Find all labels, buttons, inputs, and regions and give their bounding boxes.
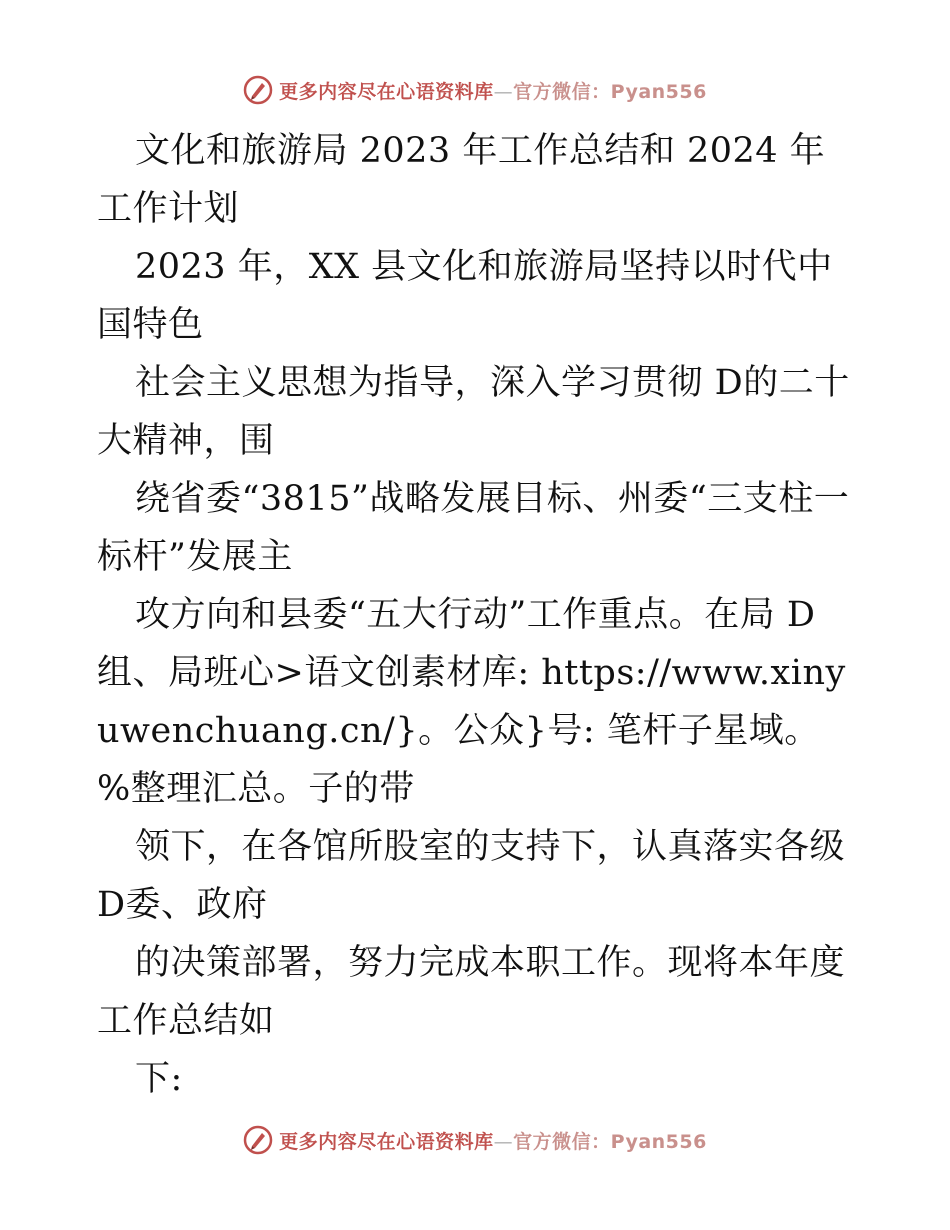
paragraph: 社会主义思想为指导，深入学习贯彻 D的二十大精神，围 <box>97 363 850 461</box>
paragraph: 领下，在各馆所股室的支持下，认真落实各级 D委、政府 <box>97 827 846 925</box>
document-title: 文化和旅游局 2023 年工作总结和 2024 年工作计划 <box>97 131 826 229</box>
paragraph: 下: <box>135 1059 183 1099</box>
banner-main-text: 更多内容尽在心语资料库 <box>279 1130 494 1153</box>
paragraph: 的决策部署，努力完成本职工作。现将本年度工作总结如 <box>97 943 846 1041</box>
pen-logo-icon <box>243 75 273 105</box>
document-body <box>97 122 853 1108</box>
banner-separator: — <box>493 1130 514 1153</box>
header-banner <box>0 70 950 110</box>
banner-separator: — <box>493 80 514 103</box>
banner-text <box>279 77 707 104</box>
banner-sub-text: 官方微信：Pyan556 <box>513 80 707 103</box>
banner-main-text: 更多内容尽在心语资料库 <box>279 80 494 103</box>
banner-sub-text: 官方微信：Pyan556 <box>513 1130 707 1153</box>
pen-logo-icon <box>243 1125 273 1155</box>
footer-banner <box>0 1120 950 1160</box>
paragraph: 绕省委“3815”战略发展目标、州委“三支柱一标杆”发展主 <box>97 479 850 577</box>
banner-text <box>279 1127 707 1154</box>
paragraph: 攻方向和县委“五大行动”工作重点。在局 D组、局班心>语文创素材库: https://www.xinyuwenchuang.cn/}。公众}号: 笔杆子星域。%整理汇总。子的带 <box>97 595 846 809</box>
paragraph: 2023 年，XX 县文化和旅游局坚持以时代中国特色 <box>97 247 833 345</box>
